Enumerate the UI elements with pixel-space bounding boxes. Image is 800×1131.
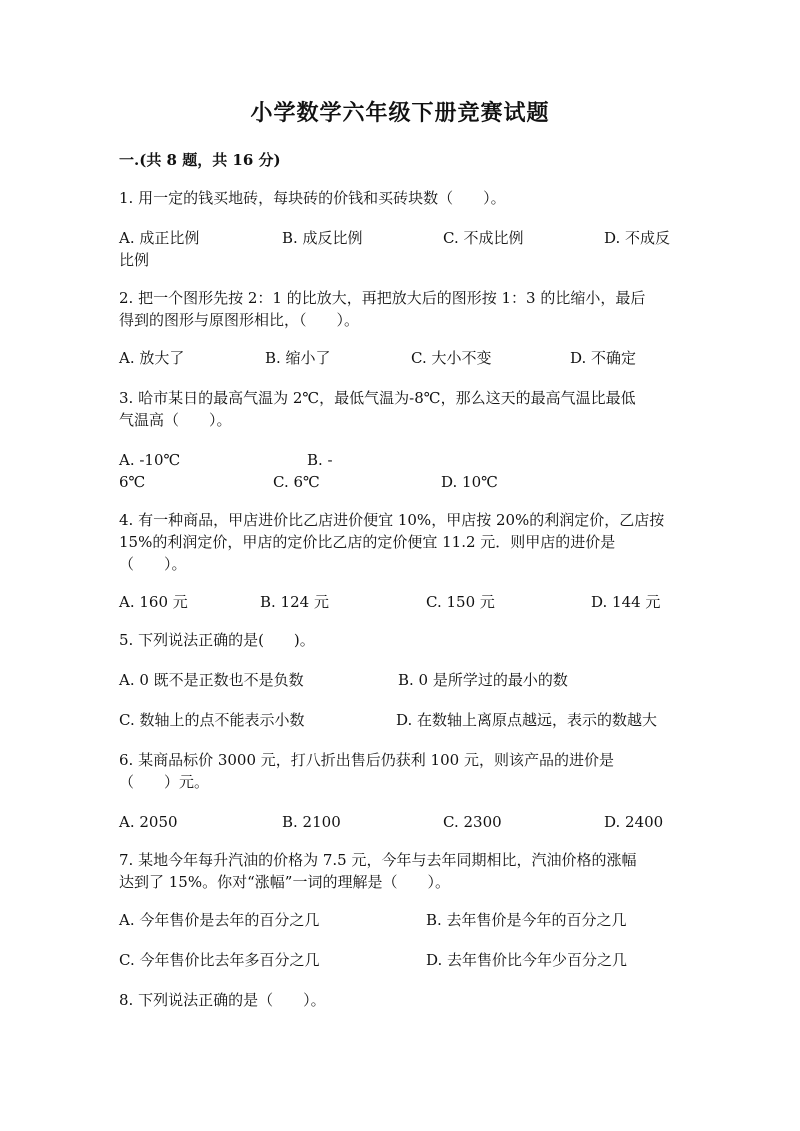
- question-7-text-line-1: 7. 某地今年每升汽油的价格为 7.5 元，今年与去年同期相比，汽油价格的涨幅: [119, 851, 637, 869]
- question-7-option-c: C. 今年售价比去年多百分之几: [119, 951, 320, 969]
- question-7-option-b: B. 去年售价是今年的百分之几: [426, 911, 627, 929]
- question-8-text: 8. 下列说法正确的是（ ）。: [119, 991, 326, 1009]
- question-4-option-d: D. 144 元: [591, 593, 661, 611]
- question-4-text-line-1: 4. 有一种商品，甲店进价比乙店进价便宜 10%，甲店按 20%的利润定价，乙店按: [119, 511, 665, 529]
- question-1-text: 1. 用一定的钱买地砖，每块砖的价钱和买砖块数（ ）。: [119, 189, 506, 207]
- question-5-option-d: D. 在数轴上离原点越远，表示的数越大: [396, 711, 658, 729]
- question-4-option-a: A. 160 元: [119, 593, 188, 611]
- question-7-option-d: D. 去年售价比今年少百分之几: [426, 951, 628, 969]
- question-7-text-line-2: 达到了 15%。你对“涨幅”一词的理解是（ ）。: [119, 873, 450, 891]
- question-4-option-c: C. 150 元: [426, 593, 495, 611]
- section-heading: 一.(共 8 题，共 16 分): [119, 151, 281, 169]
- question-2-text-line-2: 得到的图形与原图形相比，（ ）。: [119, 311, 360, 329]
- question-1-option-a: A. 成正比例: [119, 229, 200, 247]
- question-6-option-c: C. 2300: [443, 813, 502, 831]
- question-1-option-b: B. 成反比例: [282, 229, 363, 247]
- question-6-option-b: B. 2100: [282, 813, 341, 831]
- question-5-text: 5. 下列说法正确的是( )。: [119, 631, 315, 649]
- question-6-option-d: D. 2400: [604, 813, 664, 831]
- question-6-option-a: A. 2050: [119, 813, 178, 831]
- question-2-text-line-1: 2. 把一个图形先按 2：1 的比放大，再把放大后的图形按 1：3 的比缩小，最后: [119, 289, 646, 307]
- question-6-text-line-2: （ ）元。: [119, 773, 210, 791]
- question-4-option-b: B. 124 元: [260, 593, 329, 611]
- question-1-option-d: D. 不成反: [604, 229, 671, 247]
- question-1-option-c: C. 不成比例: [443, 229, 524, 247]
- question-2-option-a: A. 放大了: [119, 349, 185, 367]
- question-3-option-a: A. -10℃: [119, 451, 181, 469]
- question-4-text-line-3: （ ）。: [119, 555, 187, 573]
- question-3-option-c: C. 6℃: [273, 473, 320, 491]
- exam-title: 小学数学六年级下册竞赛试题: [250, 100, 550, 126]
- question-4-text-line-2: 15%的利润定价，甲店的定价比乙店的定价便宜 11.2 元．则甲店的进价是: [119, 533, 616, 551]
- question-1-option-d-wrap: 比例: [119, 251, 150, 269]
- question-5-option-b: B. 0 是所学过的最小的数: [398, 671, 568, 689]
- question-2-option-b: B. 缩小了: [265, 349, 331, 367]
- question-7-option-a: A. 今年售价是去年的百分之几: [119, 911, 320, 929]
- question-2-option-d: D. 不确定: [570, 349, 637, 367]
- question-5-option-a: A. 0 既不是正数也不是负数: [119, 671, 304, 689]
- question-5-option-c: C. 数轴上的点不能表示小数: [119, 711, 305, 729]
- question-6-text-line-1: 6. 某商品标价 3000 元，打八折出售后仍获利 100 元，则该产品的进价是: [119, 751, 614, 769]
- question-3-text-line-1: 3. 哈市某日的最高气温为 2℃，最低气温为-8℃，那么这天的最高气温比最低: [119, 389, 636, 407]
- question-2-option-c: C. 大小不变: [411, 349, 492, 367]
- question-3-option-d: D. 10℃: [441, 473, 498, 491]
- question-3-option-b-wrap: 6℃: [119, 473, 146, 491]
- question-3-option-b: B. -: [307, 451, 333, 469]
- question-3-text-line-2: 气温高（ ）。: [119, 411, 232, 429]
